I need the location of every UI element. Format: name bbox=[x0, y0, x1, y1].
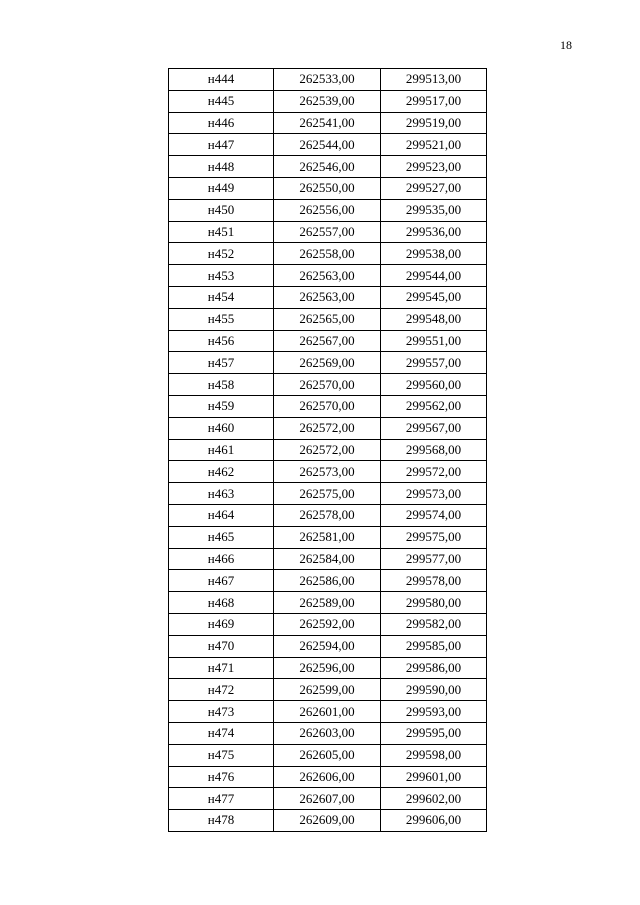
y-coordinate-cell: 299519,00 bbox=[381, 112, 487, 134]
x-coordinate-cell: 262607,00 bbox=[274, 788, 381, 810]
x-coordinate-cell: 262563,00 bbox=[274, 265, 381, 287]
point-id-cell: н478 bbox=[169, 810, 274, 832]
x-coordinate-cell: 262550,00 bbox=[274, 177, 381, 199]
x-coordinate-cell: 262592,00 bbox=[274, 613, 381, 635]
coordinates-table-body bbox=[169, 69, 487, 832]
y-coordinate-cell: 299557,00 bbox=[381, 352, 487, 374]
point-id-cell: н462 bbox=[169, 461, 274, 483]
y-coordinate-cell: 299536,00 bbox=[381, 221, 487, 243]
y-coordinate-cell: 299601,00 bbox=[381, 766, 487, 788]
point-id-cell: н453 bbox=[169, 265, 274, 287]
x-coordinate-cell: 262570,00 bbox=[274, 395, 381, 417]
x-coordinate-cell: 262572,00 bbox=[274, 439, 381, 461]
table-row bbox=[169, 69, 487, 91]
point-id-cell: н459 bbox=[169, 395, 274, 417]
point-id-cell: н466 bbox=[169, 548, 274, 570]
y-coordinate-cell: 299545,00 bbox=[381, 286, 487, 308]
x-coordinate-cell: 262569,00 bbox=[274, 352, 381, 374]
x-coordinate-cell: 262558,00 bbox=[274, 243, 381, 265]
table-row bbox=[169, 810, 487, 832]
table-row bbox=[169, 548, 487, 570]
point-id-cell: н474 bbox=[169, 722, 274, 744]
point-id-cell: н448 bbox=[169, 156, 274, 178]
y-coordinate-cell: 299551,00 bbox=[381, 330, 487, 352]
point-id-cell: н471 bbox=[169, 657, 274, 679]
point-id-cell: н460 bbox=[169, 417, 274, 439]
point-id-cell: н468 bbox=[169, 592, 274, 614]
table-row bbox=[169, 570, 487, 592]
table-row bbox=[169, 395, 487, 417]
y-coordinate-cell: 299567,00 bbox=[381, 417, 487, 439]
point-id-cell: н455 bbox=[169, 308, 274, 330]
y-coordinate-cell: 299606,00 bbox=[381, 810, 487, 832]
x-coordinate-cell: 262573,00 bbox=[274, 461, 381, 483]
table-row bbox=[169, 744, 487, 766]
y-coordinate-cell: 299560,00 bbox=[381, 374, 487, 396]
x-coordinate-cell: 262539,00 bbox=[274, 90, 381, 112]
x-coordinate-cell: 262609,00 bbox=[274, 810, 381, 832]
table-row bbox=[169, 156, 487, 178]
x-coordinate-cell: 262606,00 bbox=[274, 766, 381, 788]
point-id-cell: н475 bbox=[169, 744, 274, 766]
x-coordinate-cell: 262544,00 bbox=[274, 134, 381, 156]
y-coordinate-cell: 299577,00 bbox=[381, 548, 487, 570]
y-coordinate-cell: 299548,00 bbox=[381, 308, 487, 330]
table-row bbox=[169, 308, 487, 330]
table-row bbox=[169, 90, 487, 112]
point-id-cell: н472 bbox=[169, 679, 274, 701]
coordinates-table bbox=[168, 68, 487, 832]
x-coordinate-cell: 262589,00 bbox=[274, 592, 381, 614]
table-row bbox=[169, 374, 487, 396]
table-row bbox=[169, 788, 487, 810]
y-coordinate-cell: 299580,00 bbox=[381, 592, 487, 614]
x-coordinate-cell: 262596,00 bbox=[274, 657, 381, 679]
y-coordinate-cell: 299523,00 bbox=[381, 156, 487, 178]
y-coordinate-cell: 299538,00 bbox=[381, 243, 487, 265]
y-coordinate-cell: 299517,00 bbox=[381, 90, 487, 112]
table-row bbox=[169, 352, 487, 374]
point-id-cell: н465 bbox=[169, 526, 274, 548]
y-coordinate-cell: 299602,00 bbox=[381, 788, 487, 810]
table-row bbox=[169, 461, 487, 483]
x-coordinate-cell: 262567,00 bbox=[274, 330, 381, 352]
point-id-cell: н470 bbox=[169, 635, 274, 657]
x-coordinate-cell: 262584,00 bbox=[274, 548, 381, 570]
y-coordinate-cell: 299535,00 bbox=[381, 199, 487, 221]
point-id-cell: н461 bbox=[169, 439, 274, 461]
y-coordinate-cell: 299598,00 bbox=[381, 744, 487, 766]
point-id-cell: н456 bbox=[169, 330, 274, 352]
table-row bbox=[169, 286, 487, 308]
x-coordinate-cell: 262603,00 bbox=[274, 722, 381, 744]
y-coordinate-cell: 299586,00 bbox=[381, 657, 487, 679]
table-row bbox=[169, 134, 487, 156]
y-coordinate-cell: 299513,00 bbox=[381, 69, 487, 91]
table-row bbox=[169, 504, 487, 526]
x-coordinate-cell: 262578,00 bbox=[274, 504, 381, 526]
point-id-cell: н451 bbox=[169, 221, 274, 243]
x-coordinate-cell: 262572,00 bbox=[274, 417, 381, 439]
y-coordinate-cell: 299544,00 bbox=[381, 265, 487, 287]
table-row bbox=[169, 613, 487, 635]
point-id-cell: н454 bbox=[169, 286, 274, 308]
table-row bbox=[169, 592, 487, 614]
table-row bbox=[169, 417, 487, 439]
x-coordinate-cell: 262605,00 bbox=[274, 744, 381, 766]
x-coordinate-cell: 262575,00 bbox=[274, 483, 381, 505]
y-coordinate-cell: 299574,00 bbox=[381, 504, 487, 526]
point-id-cell: н457 bbox=[169, 352, 274, 374]
x-coordinate-cell: 262594,00 bbox=[274, 635, 381, 657]
y-coordinate-cell: 299521,00 bbox=[381, 134, 487, 156]
table-row bbox=[169, 722, 487, 744]
x-coordinate-cell: 262541,00 bbox=[274, 112, 381, 134]
y-coordinate-cell: 299575,00 bbox=[381, 526, 487, 548]
y-coordinate-cell: 299590,00 bbox=[381, 679, 487, 701]
point-id-cell: н469 bbox=[169, 613, 274, 635]
x-coordinate-cell: 262601,00 bbox=[274, 701, 381, 723]
x-coordinate-cell: 262599,00 bbox=[274, 679, 381, 701]
point-id-cell: н458 bbox=[169, 374, 274, 396]
table-row bbox=[169, 439, 487, 461]
table-row bbox=[169, 526, 487, 548]
x-coordinate-cell: 262556,00 bbox=[274, 199, 381, 221]
table-row bbox=[169, 265, 487, 287]
point-id-cell: н445 bbox=[169, 90, 274, 112]
x-coordinate-cell: 262581,00 bbox=[274, 526, 381, 548]
point-id-cell: н464 bbox=[169, 504, 274, 526]
y-coordinate-cell: 299593,00 bbox=[381, 701, 487, 723]
x-coordinate-cell: 262546,00 bbox=[274, 156, 381, 178]
y-coordinate-cell: 299585,00 bbox=[381, 635, 487, 657]
y-coordinate-cell: 299562,00 bbox=[381, 395, 487, 417]
page-number: 18 bbox=[560, 38, 572, 52]
point-id-cell: н467 bbox=[169, 570, 274, 592]
y-coordinate-cell: 299595,00 bbox=[381, 722, 487, 744]
y-coordinate-cell: 299582,00 bbox=[381, 613, 487, 635]
table-row bbox=[169, 657, 487, 679]
x-coordinate-cell: 262557,00 bbox=[274, 221, 381, 243]
point-id-cell: н449 bbox=[169, 177, 274, 199]
point-id-cell: н476 bbox=[169, 766, 274, 788]
point-id-cell: н450 bbox=[169, 199, 274, 221]
point-id-cell: н473 bbox=[169, 701, 274, 723]
table-row bbox=[169, 221, 487, 243]
table-row bbox=[169, 112, 487, 134]
table-row bbox=[169, 177, 487, 199]
table-row bbox=[169, 701, 487, 723]
point-id-cell: н463 bbox=[169, 483, 274, 505]
x-coordinate-cell: 262563,00 bbox=[274, 286, 381, 308]
point-id-cell: н446 bbox=[169, 112, 274, 134]
point-id-cell: н452 bbox=[169, 243, 274, 265]
x-coordinate-cell: 262570,00 bbox=[274, 374, 381, 396]
y-coordinate-cell: 299527,00 bbox=[381, 177, 487, 199]
table-row bbox=[169, 766, 487, 788]
table-row bbox=[169, 243, 487, 265]
table-row bbox=[169, 199, 487, 221]
table-row bbox=[169, 330, 487, 352]
point-id-cell: н447 bbox=[169, 134, 274, 156]
x-coordinate-cell: 262586,00 bbox=[274, 570, 381, 592]
x-coordinate-cell: 262565,00 bbox=[274, 308, 381, 330]
y-coordinate-cell: 299573,00 bbox=[381, 483, 487, 505]
y-coordinate-cell: 299568,00 bbox=[381, 439, 487, 461]
y-coordinate-cell: 299572,00 bbox=[381, 461, 487, 483]
table-row bbox=[169, 635, 487, 657]
y-coordinate-cell: 299578,00 bbox=[381, 570, 487, 592]
point-id-cell: н444 bbox=[169, 69, 274, 91]
point-id-cell: н477 bbox=[169, 788, 274, 810]
table-row bbox=[169, 679, 487, 701]
x-coordinate-cell: 262533,00 bbox=[274, 69, 381, 91]
table-row bbox=[169, 483, 487, 505]
